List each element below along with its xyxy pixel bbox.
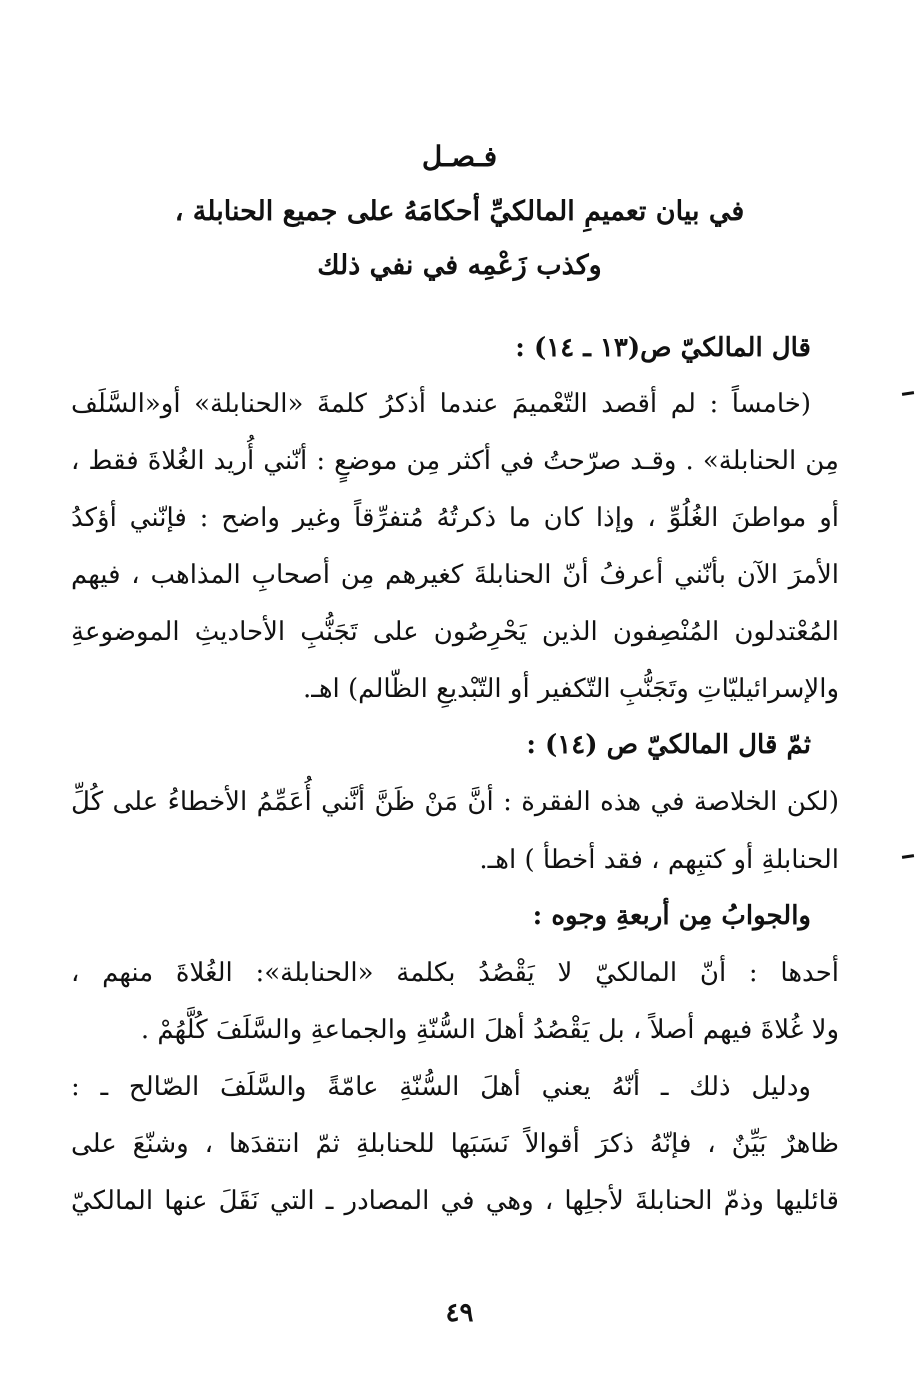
text-line: ولا غُلاةَ فيهم أصلاً ، بل يَقْصُدُ أهلَ السُّنّةِ والجماعةِ والسَّلَفَ كُلَّهُمْ . xyxy=(140,1015,839,1045)
text-line-quote-intro: ثمّ قال المالكيّ ص (١٤) : xyxy=(526,730,811,760)
chapter-title-line-1: في بيان تعميمِ المالكيِّ أحكامَهُ على جميع الحنابلة ، xyxy=(174,196,745,227)
text-line: مِن الحنابلة» . وقـد صرّحتُ في أكثر مِن موضعٍ : أنّني أُريد الغُلاةَ فقط ، xyxy=(71,446,839,476)
chapter-title-line-2: وكذب زَعْمِه في نفي ذلك xyxy=(317,250,602,281)
text-line-quote-intro: قال المالكيّ ص(١٣ ـ ١٤) : xyxy=(515,333,811,363)
text-line: الحنابلةِ أو كتبِهم ، فقد أخطأ ) اهـ. xyxy=(479,845,839,875)
page-number: ٤٩ xyxy=(445,1298,474,1328)
text-line: (لكن الخلاصة في هذه الفقرة : أنَّ مَنْ ظَنَّ أنَّني أُعَمِّمُ الأخطاءُ على كُلِّ xyxy=(71,787,839,817)
text-line: المُعْتدلون المُنْصِفون الذين يَحْرِصُون على تَجَنُّبِ الأحاديثِ الموضوعةِ xyxy=(71,617,839,647)
text-line: الأمرَ الآن بأنّني أعرفُ أنّ الحنابلةَ كغيرهم مِن أصحابِ المذاهب ، فيهم xyxy=(71,560,839,590)
text-line: والإسرائيليّاتِ وتَجَنُّبِ التّكفير أو التّبْديعِ الظّالم) اهـ. xyxy=(302,674,839,704)
text-line-answer-intro: والجوابُ مِن أربعةِ وجوه : xyxy=(532,901,811,931)
text-line: (خامساً : لم أقصد التّعْميمَ عندما أذكرُ كلمةَ «الحنابلة» أو«السَّلَف xyxy=(71,389,811,419)
margin-mark xyxy=(902,391,914,396)
section-heading: فـصـل xyxy=(421,140,498,173)
text-line: ظاهرٌ بَيِّنٌ ، فإنّهُ ذكرَ أقوالاً نَسَبَها للحنابلةِ ثمّ انتقدَها ، وشنّعَ على xyxy=(71,1129,839,1159)
margin-mark xyxy=(902,854,914,859)
text-line: ودليل ذلك ـ أنّهُ يعني أهلَ السُّنّةِ عامّةً والسَّلَفَ الصّالح ـ : xyxy=(71,1072,811,1102)
text-line: أو مواطنَ الغُلُوِّ ، وإذا كان ما ذكرتُهُ مُتفرِّقاً وغير واضح : فإنّني أؤكدُ xyxy=(71,503,839,533)
text-line: قائليها وذمّ الحنابلةَ لأجلِها ، وهي في المصادر ـ التي نَقَلَ عنها المالكيّ xyxy=(71,1186,839,1216)
text-line: أحدها : أنّ المالكيّ لا يَقْصُدُ بكلمة «الحنابلة»: الغُلاةَ منهم ، xyxy=(71,958,839,988)
